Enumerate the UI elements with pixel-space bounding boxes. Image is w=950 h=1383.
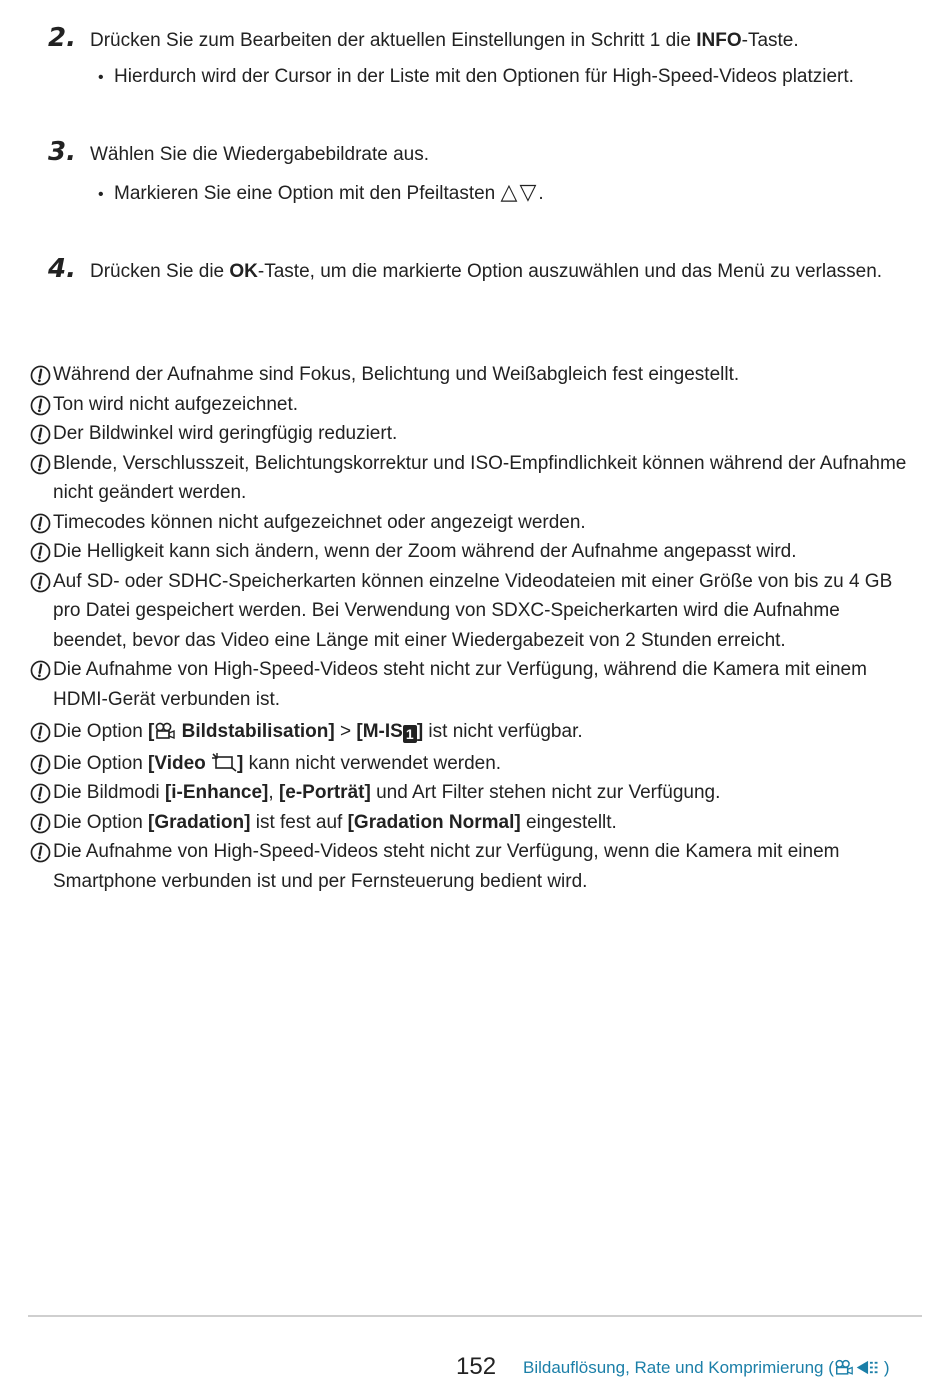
footer-divider	[28, 1315, 922, 1317]
caution-icon	[30, 660, 51, 681]
note-item: Die Option [ Bildstabilisation] > [M-IS 1 ] ist nicht verfügbar.	[28, 717, 918, 747]
caution-icon	[30, 783, 51, 804]
caution-icon	[30, 395, 51, 416]
video-crop-icon	[211, 752, 237, 772]
step-number: 2.	[48, 23, 76, 53]
note-item: Die Bildmodi [i-Enhance], [e-Porträt] und Art Filter stehen nicht zur Verfügung.	[28, 778, 918, 808]
bullet-dot: •	[98, 186, 104, 203]
note-item: Timecodes können nicht aufgezeichnet oder angezeigt werden.	[28, 508, 918, 538]
bildstabilisation-setting: Bildstabilisation	[181, 721, 329, 742]
gradation-normal-value: [Gradation Normal]	[347, 811, 521, 833]
caution-icon	[30, 572, 51, 593]
video-setting: [Video	[148, 752, 206, 774]
movie-camera-icon	[834, 1359, 854, 1376]
step-text: Drücken Sie die OK-Taste, um die markierte Option auszuwählen und das Menü zu verlassen.	[90, 261, 883, 282]
info-key: INFO	[696, 30, 742, 51]
m-is-value: [M-IS	[356, 721, 403, 742]
e-portraet-mode: [e-Porträt]	[278, 782, 371, 803]
step-bullet: • Hierdurch wird der Cursor in der Liste mit den Optionen für High-Speed-Videos platziert.	[98, 65, 854, 90]
note-item: Der Bildwinkel wird geringfügig reduziert.	[28, 419, 918, 449]
caution-icon	[30, 754, 51, 775]
note-item: Auf SD- oder SDHC-Speicherkarten können einzelne Videodateien mit einer Größe von bis zu 4 GB pro Datei gespeichert werden. Bei Verwendung von SDXC-Speicherkarten wird die Aufnahme beendet, bevor das Video eine Länge mit einer Wiedergabezeit von 2 Stunden erreicht.	[28, 567, 918, 656]
caution-icon	[30, 365, 51, 386]
caution-icon	[30, 842, 51, 863]
note-item: Die Helligkeit kann sich ändern, wenn der Zoom während der Aufnahme angepasst wird.	[28, 537, 918, 567]
caution-icon	[30, 424, 51, 445]
step-number: 3.	[48, 137, 76, 167]
gradation-setting: [Gradation]	[148, 811, 251, 833]
step-number: 4.	[48, 254, 76, 284]
movie-menu-icon	[854, 1359, 884, 1376]
caution-notes	[28, 360, 918, 896]
step-text: Wählen Sie die Wiedergabebildrate aus.	[90, 144, 430, 165]
note-item: Während der Aufnahme sind Fokus, Belichtung und Weißabgleich fest eingestellt.	[28, 360, 918, 390]
note-item: Ton wird nicht aufgezeichnet.	[28, 390, 918, 420]
caution-icon	[30, 722, 51, 743]
note-item: Blende, Verschlusszeit, Belichtungskorrektur und ISO-Empfindlichkeit können während der Aufnahme nicht geändert werden.	[28, 449, 918, 508]
note-item: Die Option [Video ] kann nicht verwendet werden.	[28, 749, 918, 779]
section-link[interactable]: Bildauflösung, Rate und Komprimierung ( )	[523, 1358, 890, 1377]
page-number: 152	[456, 1353, 497, 1380]
bullet-dot: •	[98, 69, 104, 86]
ok-key: OK	[229, 261, 258, 282]
note-item: Die Option [Gradation] ist fest auf [Gradation Normal] eingestellt.	[28, 808, 918, 838]
mode-1-badge: 1	[403, 725, 417, 743]
step-bullet: • Markieren Sie eine Option mit den Pfeiltasten △▽.	[98, 180, 544, 207]
caution-icon	[30, 454, 51, 475]
caution-icon	[30, 813, 51, 834]
note-item: Die Aufnahme von High-Speed-Videos steht nicht zur Verfügung, während die Kamera mit einem HDMI-Gerät verbunden ist.	[28, 655, 918, 714]
movie-camera-icon	[154, 722, 176, 740]
caution-icon	[30, 542, 51, 563]
step-text: Drücken Sie zum Bearbeiten der aktuellen Einstellungen in Schritt 1 die INFO-Taste.	[90, 30, 799, 51]
note-item: Die Aufnahme von High-Speed-Videos steht nicht zur Verfügung, wenn die Kamera mit einem Smartphone verbunden ist und per Fernsteuerung bedient wird.	[28, 837, 918, 896]
i-enhance-mode: [i-Enhance]	[164, 782, 269, 803]
arrow-keys-icon: △▽	[500, 179, 539, 204]
caution-icon	[30, 513, 51, 534]
